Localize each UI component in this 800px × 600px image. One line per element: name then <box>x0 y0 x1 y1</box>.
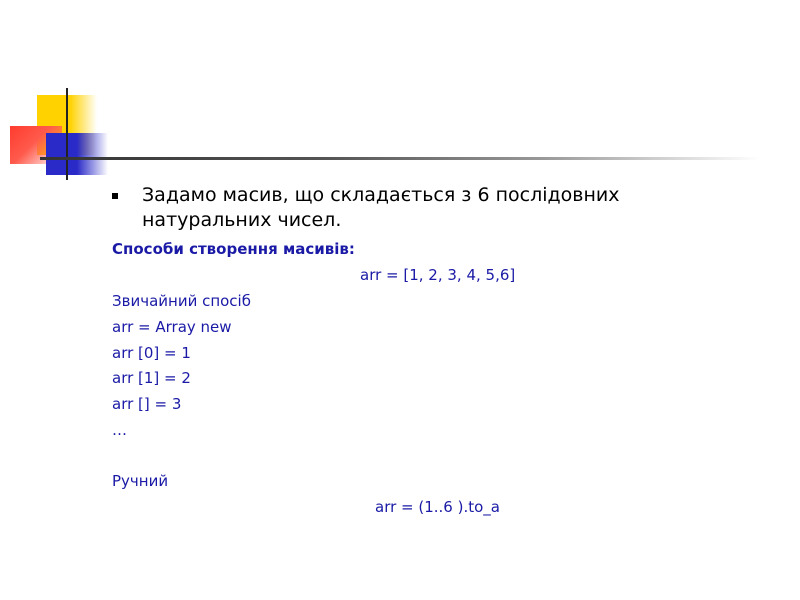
methods-heading: Способи створення масивів: <box>112 240 355 258</box>
code-line: arr [1] = 2 <box>112 369 191 387</box>
code-line: arr [0] = 1 <box>112 344 191 362</box>
title-underline <box>40 157 760 160</box>
code-line: arr [] = 3 <box>112 395 182 413</box>
usual-method-title: Звичайний спосіб <box>112 292 251 310</box>
vertical-divider <box>66 88 68 180</box>
manual-method-title: Ручний <box>112 472 169 490</box>
bullet-icon <box>112 193 118 199</box>
code-line: arr = Array new <box>112 318 232 336</box>
literal-example: arr = [1, 2, 3, 4, 5,6] <box>360 266 516 284</box>
blue-square-decoration <box>46 133 108 175</box>
slide-decoration <box>0 0 800 200</box>
range-example: arr = (1..6 ).to_a <box>375 498 500 516</box>
code-line: … <box>112 421 127 439</box>
bullet-text: Задамо масив, що складається з 6 послідовних натуральних чисел. <box>142 184 620 231</box>
